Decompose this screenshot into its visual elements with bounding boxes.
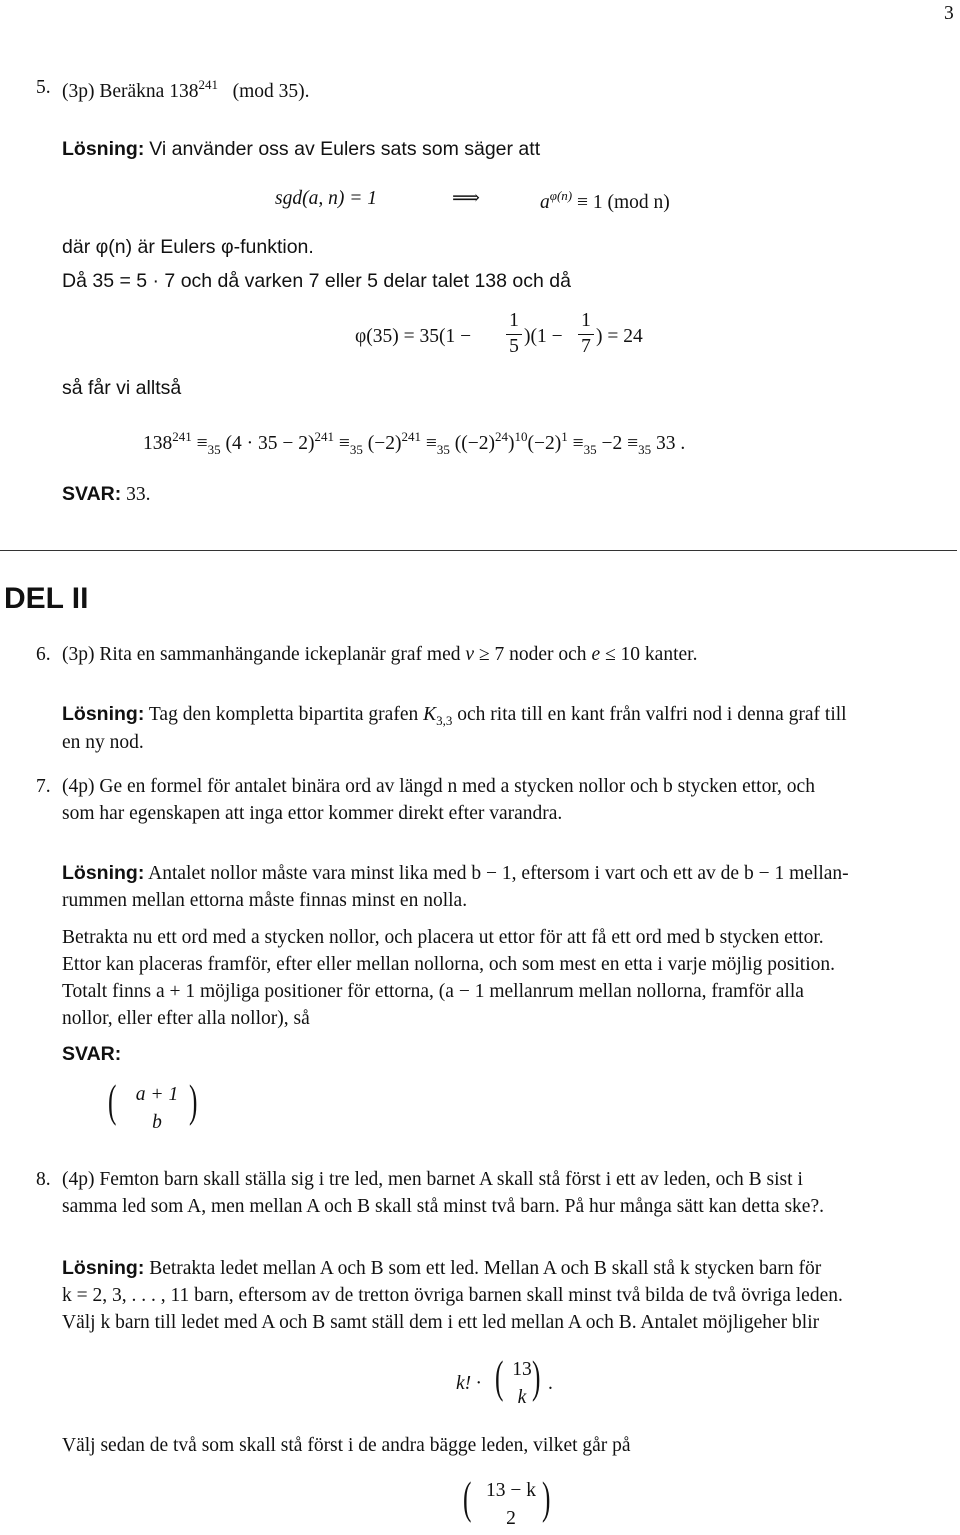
problem-8-statement-line-1: (4p) Femton barn skall ställa sig i tre led, men barnet A skall stå först i ett av leden, och B sist i xyxy=(62,1169,803,1190)
binomial-13-k-period: . xyxy=(548,1373,553,1394)
problem-7-answer-label: SVAR: xyxy=(62,1043,122,1065)
so-we-get-line: så får vi alltså xyxy=(62,377,182,399)
binomial-13-over-k: 13 k xyxy=(512,1359,532,1408)
page-number: 3 xyxy=(944,3,954,24)
problem-5-statement: (3p) Beräkna $138^{241}$ (mod 35). xyxy=(62,77,310,102)
problem-7-para-line-1: Betrakta nu ett ord med a stycken nollor, och placera ut ettor för att få ett ord med b stycken ettor. xyxy=(62,927,824,948)
euler-condition: sgd(a, n) = 1 xyxy=(275,188,377,209)
congruence-chain: $138^{241} \equiv_{35}$ $(4 \cdot 35 - 2)^{241} \equiv_{35}$ $(-2)^{241} \equiv_{35}$ $((-2)^{24})^{10}(-2)^1 \equiv_{35} -2 \equiv_{35}$ 33 . xyxy=(143,429,686,457)
problem-5-solution-intro: Lösning: Vi använder oss av Eulers sats som säger att xyxy=(62,138,541,160)
binomial-13-k-right-paren: ) xyxy=(532,1351,541,1402)
problem-5-since-line: Då 35 = 5 · 7 och då varken 7 eller 5 delar talet 138 och då xyxy=(62,270,571,292)
problem-7-number: 7. xyxy=(36,776,51,797)
problem-6-solution-line-1: Lösning: Tag den kompletta bipartita grafen $K_{3,3}$ och rita till en kant från valfri nod i denna graf till xyxy=(62,703,847,728)
problem-8-solution-line-2: k = 2, 3, . . . , 11 barn, eftersom av de tretton övriga barnen skall minst två bilda de två övriga leden. xyxy=(62,1285,843,1306)
section-heading: DEL II xyxy=(4,582,89,615)
problem-7-statement-line-1: (4p) Ge en formel för antalet binära ord av längd n med a stycken nollor och b stycken ettor, och xyxy=(62,776,815,797)
problem-8-statement-line-2: samma led som A, men mellan A och B skall stå minst två barn. På hur många sätt kan detta ske?. xyxy=(62,1196,824,1217)
fraction-one-seventh: 1 7 xyxy=(578,311,594,356)
section-divider xyxy=(0,550,957,551)
problem-5-number: 5. xyxy=(36,77,51,98)
implies-arrow: ⟹ xyxy=(452,188,480,209)
binomial-13-minus-k-right-paren: ) xyxy=(542,1472,551,1523)
problem-6-statement: (3p) Rita en sammanhängande ickeplanär graf med v ≥ 7 noder och e ≤ 10 kanter. xyxy=(62,644,698,665)
binomial-left-paren: ( xyxy=(108,1075,117,1126)
problem-7-statement-line-2: som har egenskapen att inga ettor kommer direkt efter varandra. xyxy=(62,803,563,824)
problem-7-solution-line-2: rummen mellan ettorna måste finnas minst en nolla. xyxy=(62,890,468,911)
problem-8-number: 8. xyxy=(36,1169,51,1190)
problem-6-solution-line-2: en ny nod. xyxy=(62,732,144,753)
binomial-13-k-left-paren: ( xyxy=(495,1351,504,1402)
problem-7-para-line-4: nollor, eller efter alla nollor), så xyxy=(62,1008,310,1029)
phi-definition-line: där φ(n) är Eulers φ-funktion. xyxy=(62,236,314,258)
problem-5-answer: SVAR: 33. xyxy=(62,483,151,505)
fraction-one-fifth: 1 5 xyxy=(506,311,522,356)
problem-7-para-line-2: Ettor kan placeras framför, efter eller mellan nollorna, och som mest en etta i varje möjlig position. xyxy=(62,954,836,975)
binomial-right-paren: ) xyxy=(189,1075,198,1126)
problem-8-solution-line-3: Välj k barn till ledet med A och B samt ställ dem i ett led mellan A och B. Antalet möjligeher blir xyxy=(62,1312,820,1333)
problem-8-solution-line-4: Välj sedan de två som skall stå först i de andra bägge leden, vilket går på xyxy=(62,1435,631,1456)
problem-6-number: 6. xyxy=(36,644,51,665)
phi-formula-mid: )(1 − xyxy=(524,326,563,347)
problem-7-para-line-3: Totalt finns a + 1 möjliga positioner för ettorna, (a − 1 mellanrum mellan nollorna, framför alla xyxy=(62,981,804,1002)
phi-formula-left: φ(35) = 35(1 − xyxy=(355,326,472,347)
problem-7-solution-line-1: Lösning: Antalet nollor måste vara minst lika med b − 1, eftersom i vart och ett av de b − 1 mellan- xyxy=(62,862,849,884)
phi-formula-right: ) = 24 xyxy=(596,326,643,347)
k-factorial: k! · xyxy=(456,1373,481,1394)
problem-8-solution-line-1: Lösning: Betrakta ledet mellan A och B som ett led. Mellan A och B skall stå k stycken barn för xyxy=(62,1257,822,1279)
binomial-13-minus-k-over-2: 13 − k 2 xyxy=(486,1480,536,1529)
euler-conclusion: $a^{\varphi(n)} \equiv 1$ (mod n) xyxy=(540,188,670,213)
binomial-a-plus-1-over-b: a + 1 b xyxy=(135,1084,179,1133)
binomial-13-minus-k-left-paren: ( xyxy=(463,1472,472,1523)
